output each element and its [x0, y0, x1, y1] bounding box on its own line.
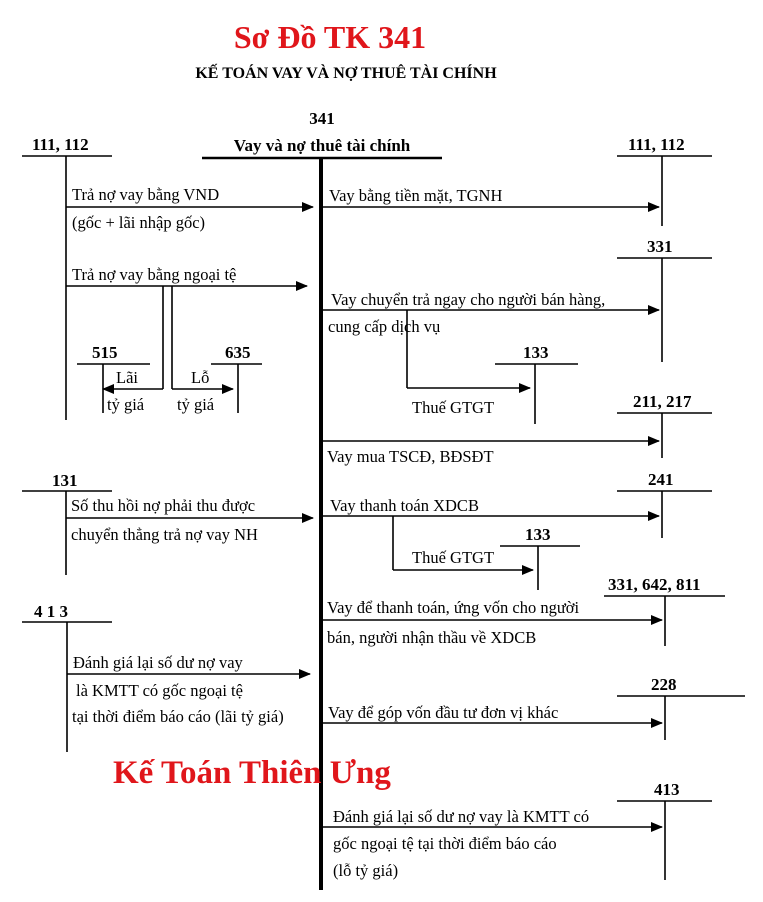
account-331-642-811: 331, 642, 811: [608, 575, 701, 594]
text-danh-gia-1: Đánh giá lại số dư nợ vay: [73, 653, 243, 672]
watermark-text: Kế Toán Thiên Ưng: [113, 755, 391, 791]
account-111-112-left: 111, 112: [32, 135, 89, 154]
account-111-112-right: 111, 112: [628, 135, 685, 154]
text-vay-tt-1: Vay để thanh toán, ứng vốn cho người: [327, 598, 580, 617]
text-vay-tien-mat: Vay bằng tiền mặt, TGNH: [329, 186, 503, 205]
account-515: 515: [92, 343, 118, 362]
account-133-first: 133: [523, 343, 549, 362]
text-vay-chuyen-1: Vay chuyển trả ngay cho người bán hàng,: [331, 290, 606, 309]
text-tra-no-ngoai-te: Trả nợ vay bằng ngoại tệ: [72, 265, 237, 284]
account-241: 241: [648, 470, 674, 489]
account-635: 635: [225, 343, 251, 362]
account-413-left: 4 1 3: [34, 602, 68, 621]
text-lai-1: Lãi: [116, 368, 138, 387]
text-thue-gtgt-2: Thuế GTGT: [412, 548, 495, 567]
text-danh-gia-r-1: Đánh giá lại số dư nợ vay là KMTT có: [333, 807, 590, 826]
text-lo-1: Lỗ: [191, 368, 210, 387]
text-vay-xdcb: Vay thanh toán XDCB: [330, 496, 479, 515]
text-vay-gop-von: Vay để góp vốn đầu tư đơn vị khác: [328, 703, 559, 722]
account-228: 228: [651, 675, 677, 694]
text-lo-2: tỷ giá: [177, 395, 215, 414]
text-tra-no-vnd-2: (gốc + lãi nhập gốc): [72, 213, 206, 232]
text-thu-hoi-1: Số thu hồi nợ phải thu được: [71, 496, 256, 515]
account-211-217: 211, 217: [633, 392, 692, 411]
center-account-name: Vay và nợ thuê tài chính: [233, 136, 411, 155]
account-331: 331: [647, 237, 673, 256]
diagram-subtitle: KẾ TOÁN VAY VÀ NỢ THUÊ TÀI CHÍNH: [195, 65, 497, 82]
text-danh-gia-r-2: gốc ngoại tệ tại thời điểm báo cáo: [333, 834, 557, 853]
text-danh-gia-2: là KMTT có gốc ngoại tệ: [76, 681, 243, 700]
text-vay-chuyen-2: cung cấp dịch vụ: [328, 317, 441, 336]
text-danh-gia-3: tại thời điểm báo cáo (lãi tỷ giá): [72, 707, 284, 726]
account-133-second: 133: [525, 525, 551, 544]
text-thu-hoi-2: chuyển thẳng trả nợ vay NH: [71, 525, 258, 544]
text-danh-gia-r-3: (lỗ tỷ giá): [333, 861, 399, 880]
text-tra-no-vnd-1: Trả nợ vay bằng VND: [72, 185, 220, 204]
text-vay-tt-2: bán, người nhận thầu về XDCB: [327, 628, 537, 647]
text-vay-mua-tscd: Vay mua TSCĐ, BĐSĐT: [327, 447, 494, 466]
center-account-code: 341: [309, 109, 335, 128]
account-413-right: 413: [654, 780, 680, 799]
text-lai-2: tỷ giá: [107, 395, 145, 414]
diagram-title: Sơ Đồ TK 341: [233, 19, 427, 55]
text-thue-gtgt-1: Thuế GTGT: [412, 398, 495, 417]
account-131: 131: [52, 471, 78, 490]
